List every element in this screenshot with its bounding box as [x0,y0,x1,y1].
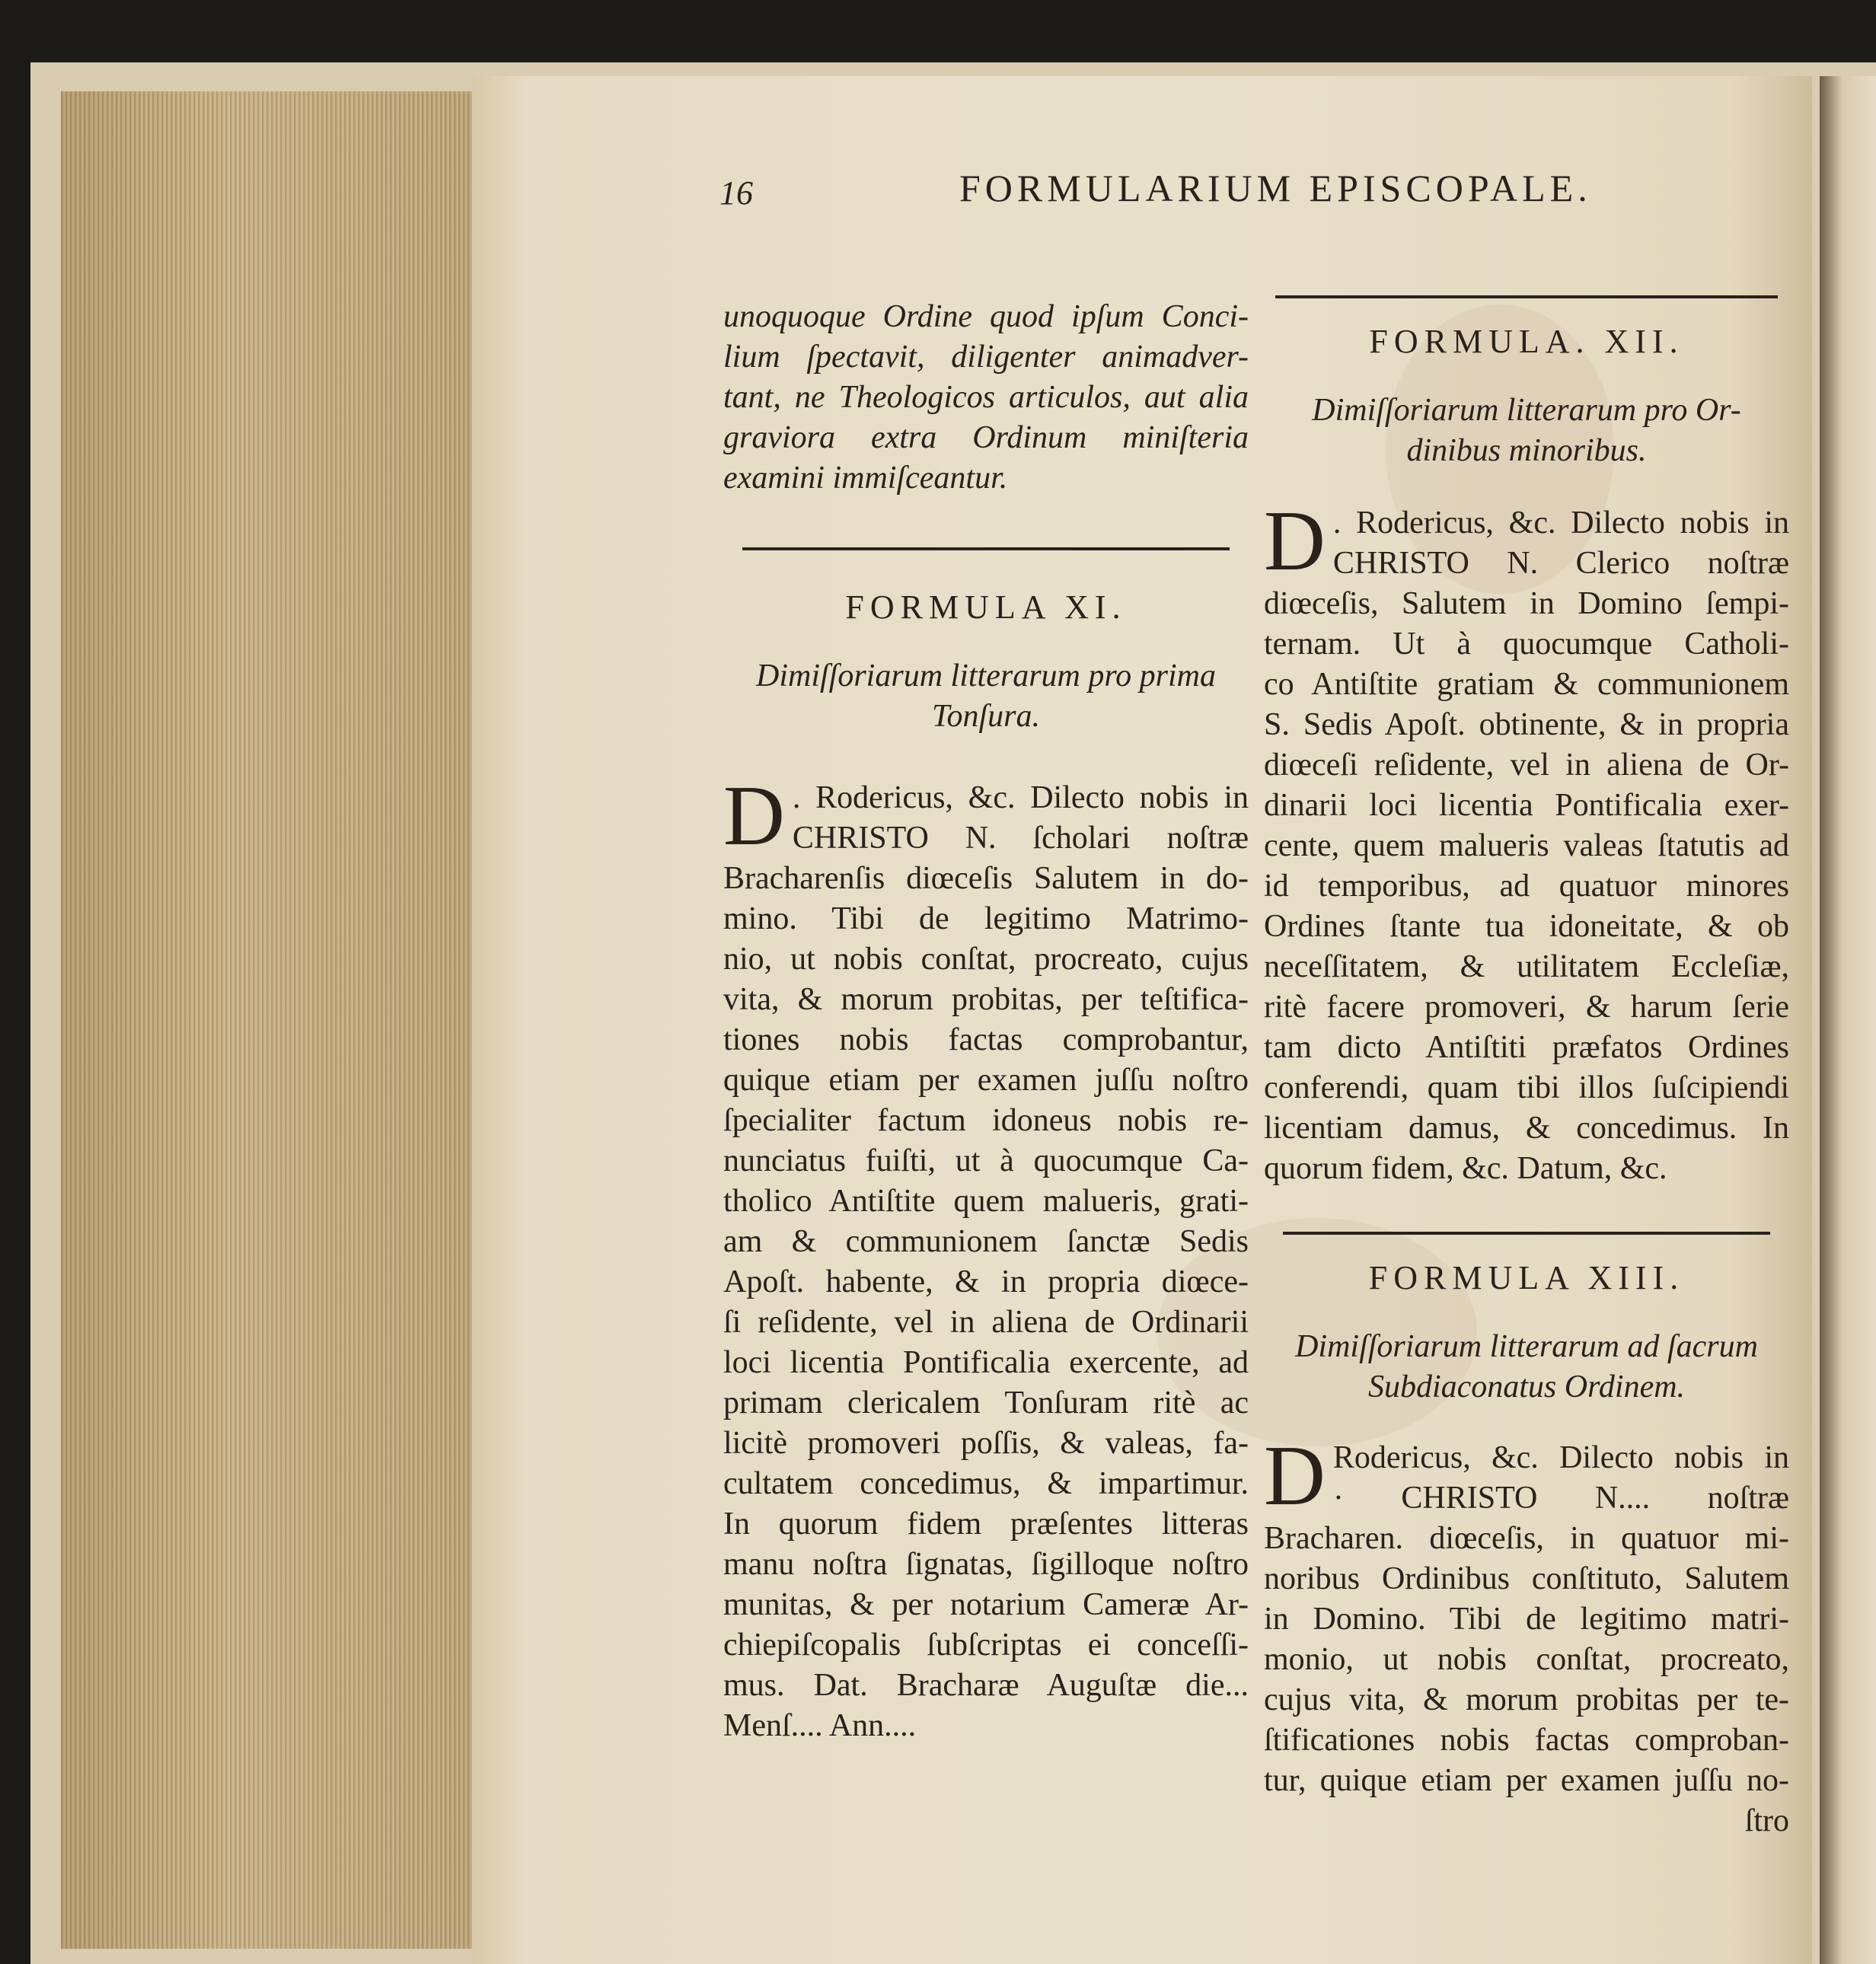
formula-xi-subtitle-line: Dimiſſoriarum litterarum pro prima [756,658,1216,693]
text-line: licentiam damus, & concedimus. In [1264,1111,1789,1146]
text-line: nio, ut nobis conſtat, procreato, cujus [723,942,1249,977]
text-line: cultatem concedimus, & impartimur. [723,1466,1249,1501]
text-line: loci licentia Pontificalia exercente, ad [723,1345,1249,1380]
text-line: nunciatus fuiſti, ut à quocumque Ca- [723,1143,1249,1178]
text-line: CHRISTO N. ſcholari noſtræ [792,821,1249,856]
text-line: ſtro [1744,1803,1789,1838]
text-line: id temporibus, ad quatuor minores [1264,869,1789,904]
text-line: in Domino. Tibi de legitimo matri- [1264,1602,1789,1637]
text-line: S. Sedis Apoſt. obtinente, & in propria [1264,707,1789,742]
text-line: unoquoque Ordine quod ipſum Conci- [723,299,1249,334]
text-line: vita, & morum probitas, per teſtifica- [723,982,1249,1017]
text-line: cujus vita, & morum probitas per te- [1264,1682,1789,1717]
text-line: Rodericus, &c. Dilecto nobis in [1332,1440,1789,1475]
text-line: ſpecialiter factum idoneus nobis re- [723,1103,1249,1138]
left-column [723,219,1249,1746]
text-line: tholico Antiſtite quem malueris, grati- [723,1184,1249,1219]
text-line: Bracharenſis diœceſis Salutem in do- [723,861,1249,896]
text-line: ſtificationes nobis factas comproban- [1264,1723,1789,1758]
text-line: Ordines ſtante tua idoneitate, & ob [1264,909,1789,944]
text-line: CHRISTO N. Clerico noſtræ [1332,546,1789,581]
text-line: mus. Dat. Bracharæ Auguſtæ die... [723,1668,1249,1703]
drop-cap: D [1264,1429,1326,1523]
text-line: am & communionem ſanctæ Sedis [723,1224,1249,1259]
formula-xii-body [1264,494,1789,1189]
formula-xii-title: FORMULA. XII. [1369,323,1684,360]
formula-xiii-body [1264,1429,1789,1841]
text-line: manu noſtra ſignatas, ſigilloque noſtro [723,1547,1249,1582]
running-head [472,166,1812,219]
text-line: licitè promoveri poſſis, & valeas, fa- [723,1426,1249,1461]
text-line: conferendi, quam tibi illos ſuſcipiendi [1264,1070,1789,1105]
text-line: chiepiſcopalis ſubſcriptas ei conceſſi- [723,1628,1249,1663]
running-head-title: FORMULARIUM EPISCOPALE. [959,167,1592,209]
formula-xii-subtitle-line: dinibus minoribus. [1406,433,1647,468]
drop-cap: D [723,769,785,863]
formula-xiii-title: FORMULA XIII. [1368,1259,1685,1296]
text-line: Menſ.... Ann.... [723,1708,917,1743]
formula-xiii-subtitle-line: Subdiaconatus Ordinem. [1367,1369,1686,1404]
text-line: co Antiſtite gratiam & communionem [1264,667,1789,702]
formula-xii-subtitle-line: Dimiſſoriarum litterarum pro Or- [1312,393,1741,428]
text-line: tiones nobis factas comprobantur, [723,1022,1249,1057]
text-line: primam clericalem Tonſuram ritè ac [723,1385,1249,1420]
section-rule [742,547,1230,550]
text-line: quique etiam per examen juſſu noſtro [723,1063,1249,1098]
text-line: In quorum fidem præſentes litteras [723,1506,1249,1542]
text-line: noribus Ordinibus conſtituto, Salutem [1264,1561,1789,1596]
text-line: diœceſis, Salutem in Domino ſempi- [1264,586,1789,621]
formula-xi-body [723,769,1249,1746]
text-line: ſi reſidente, vel in aliena de Ordinarii [723,1305,1249,1340]
formula-xi-title: FORMULA XI. [845,588,1127,626]
text-line: ritè facere promoveri, & harum ſerie [1264,990,1789,1025]
formula-xi-subtitle-line: Tonſura. [931,699,1041,734]
section-rule [1283,1232,1770,1235]
text-line: graviora extra Ordinum miniſteria [723,420,1249,455]
section-rule [1275,295,1778,298]
page-edges [61,91,474,1949]
formula-xiii-subtitle-line: Dimiſſoriarum litterarum ad ſacrum [1295,1329,1758,1364]
text-line: tur, quique etiam per examen juſſu no- [1264,1763,1789,1798]
drop-cap: D [1264,494,1326,588]
text-line: ternam. Ut à quocumque Catholi- [1264,627,1789,662]
text-line: tam dicto Antiſtiti præfatos Ordines [1264,1030,1789,1065]
text-line: munitas, & per notarium Cameræ Ar- [723,1587,1249,1622]
text-line: cente, quem malueris valeas ſtatutis ad [1264,828,1789,863]
text-line: monio, ut nobis conſtat, procreato, [1264,1642,1789,1677]
text-line: lium ſpectavit, diligenter animadver- [723,340,1249,375]
text-line: neceſſitatem, & utilitatem Eccleſiæ, [1264,949,1789,984]
text-line: Bracharen. diœceſis, in quatuor mi- [1264,1521,1789,1556]
book-page [472,76,1812,1964]
text-line: . Rodericus, &c. Dilecto nobis in [1332,505,1789,540]
text-line: tant, ne Theologicos articulos, aut alia [723,380,1249,415]
text-line: diœceſi reſidente, vel in aliena de Or- [1264,748,1789,783]
text-line: dinarii loci licentia Pontificalia exer- [1264,788,1789,823]
text-line: . Rodericus, &c. Dilecto nobis in [792,780,1249,815]
text-line: mino. Tibi de legitimo Matrimo- [723,901,1249,936]
page-number: 16 [719,174,753,212]
text-line: Apoſt. habente, & in propria diœce- [723,1264,1249,1299]
right-column [1264,219,1789,1841]
facing-page-edge [1820,76,1876,1964]
text-line: quorum fidem, &c. Datum, &c. [1264,1151,1667,1186]
continuation-text [723,297,1249,499]
text-line: · CHRISTO N.... noſtræ [1332,1481,1789,1516]
text-line: examini immiſceantur. [723,461,1008,496]
